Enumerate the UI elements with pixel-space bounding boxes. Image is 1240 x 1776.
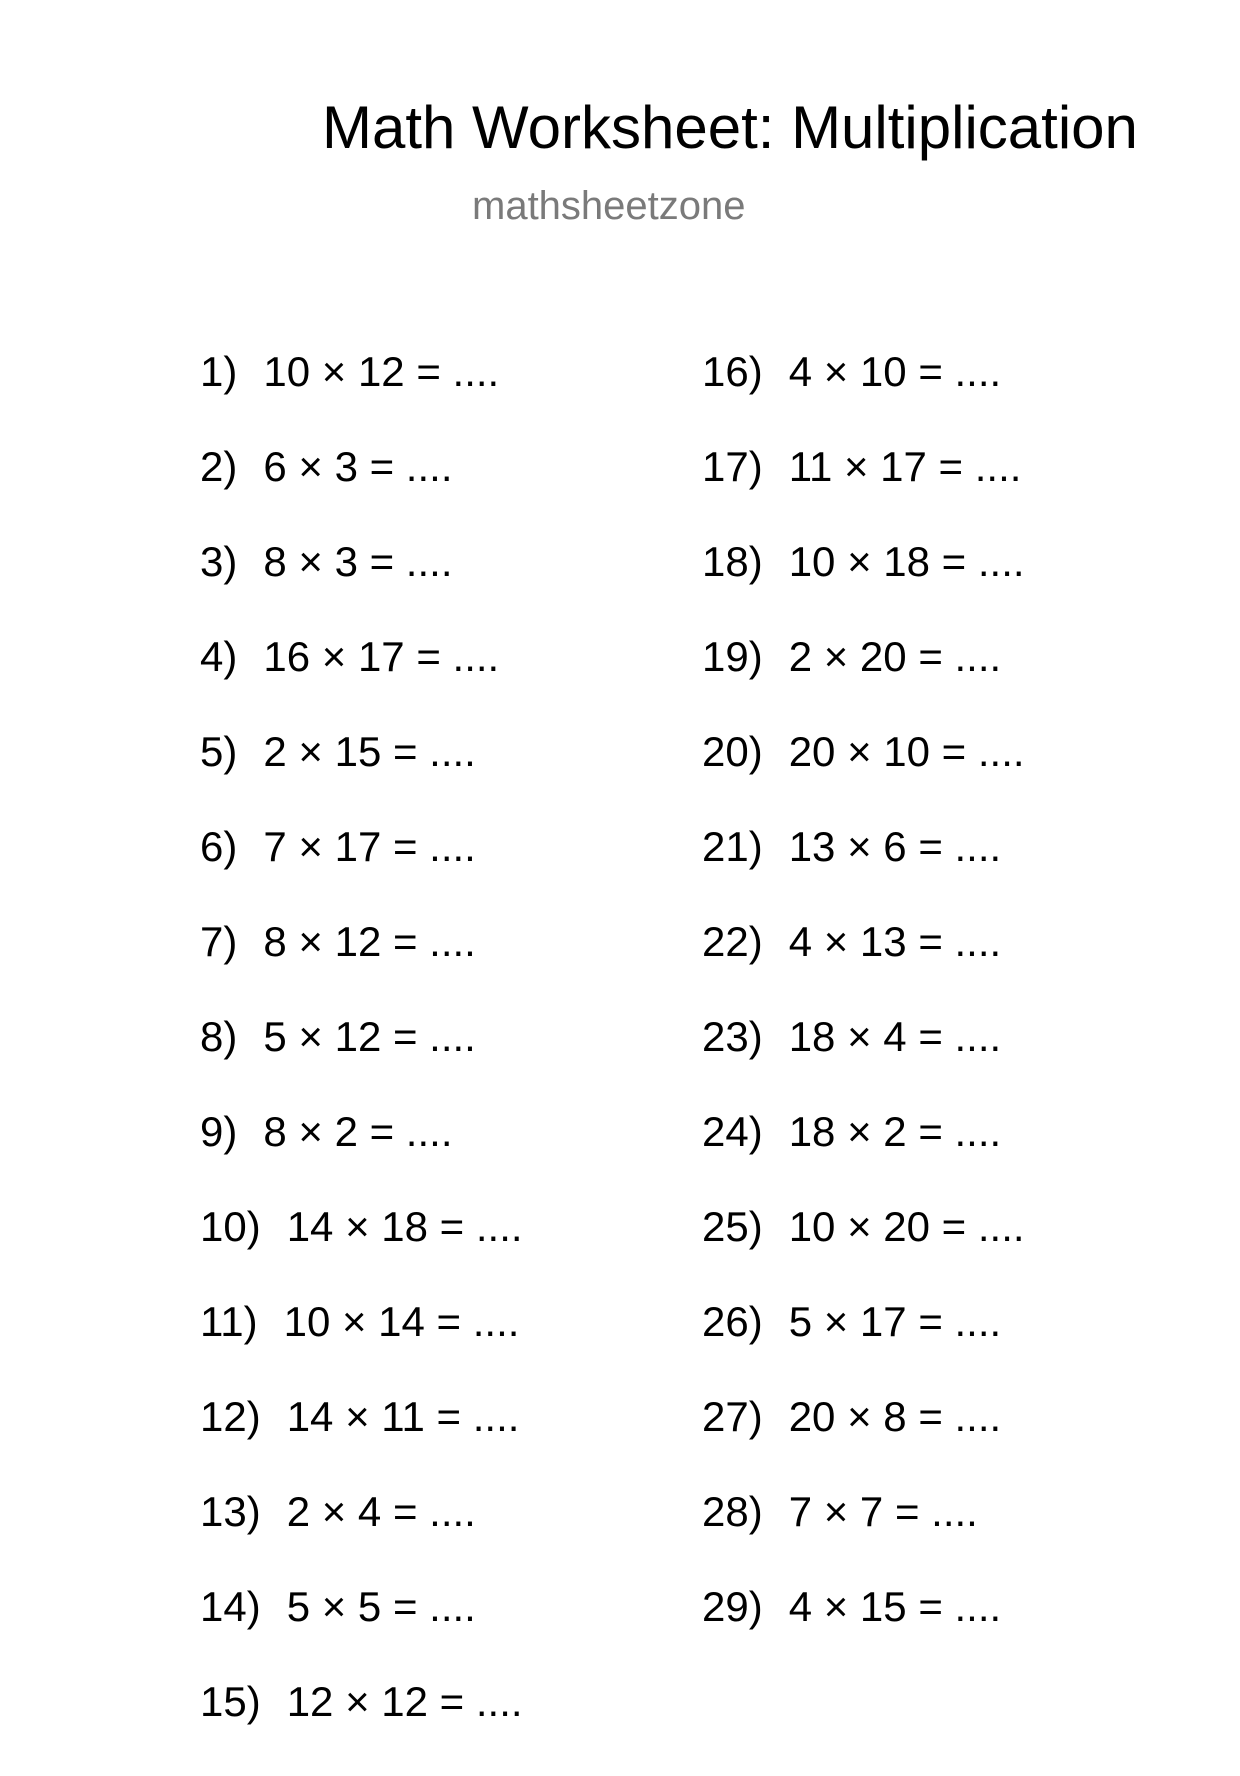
- problem-item: [200, 728, 523, 826]
- problem-expression: 4 × 10 = ....: [788, 348, 1002, 395]
- problem-item: [200, 823, 523, 921]
- problem-number: 4): [200, 633, 238, 680]
- problem-expression: 6 × 3 = ....: [263, 443, 453, 490]
- problem-item: [200, 1203, 523, 1301]
- site-name: mathsheetzone: [472, 184, 746, 228]
- problem-column-left: [200, 348, 523, 1776]
- problem-number: 22): [702, 918, 763, 965]
- problem-item: [200, 633, 523, 731]
- problem-number: 5): [200, 728, 238, 775]
- problem-expression: 18 × 2 = ....: [788, 1108, 1002, 1155]
- page-title: Math Worksheet: Multiplication: [322, 94, 1138, 161]
- problem-expression: 11 × 17 = ....: [788, 443, 1022, 490]
- problem-item: [702, 1108, 1025, 1206]
- problem-item: [200, 1583, 523, 1681]
- problem-expression: 4 × 15 = ....: [788, 1583, 1002, 1630]
- problem-expression: 12 × 12 = ....: [286, 1678, 523, 1725]
- problem-item: [702, 633, 1025, 731]
- problem-number: 12): [200, 1393, 261, 1440]
- problem-expression: 18 × 4 = ....: [788, 1013, 1002, 1060]
- problem-expression: 2 × 20 = ....: [788, 633, 1002, 680]
- problem-expression: 5 × 17 = ....: [788, 1298, 1002, 1345]
- problem-item: [702, 443, 1025, 541]
- problem-expression: 2 × 4 = ....: [286, 1488, 476, 1535]
- problem-expression: 2 × 15 = ....: [263, 728, 476, 775]
- problem-number: 17): [702, 443, 763, 490]
- problem-number: 9): [200, 1108, 238, 1155]
- problem-number: 27): [702, 1393, 763, 1440]
- problem-expression: 10 × 18 = ....: [788, 538, 1025, 585]
- problem-item: [702, 348, 1025, 446]
- problem-expression: 7 × 7 = ....: [788, 1488, 978, 1535]
- problem-expression: 10 × 12 = ....: [263, 348, 500, 395]
- problem-item: [200, 1678, 523, 1776]
- problem-item: [200, 1108, 523, 1206]
- problem-number: 13): [200, 1488, 261, 1535]
- problem-number: 15): [200, 1678, 261, 1725]
- problem-item: [200, 443, 523, 541]
- problem-item: [200, 1488, 523, 1586]
- problem-item: [702, 823, 1025, 921]
- problem-item: [200, 1393, 523, 1491]
- problem-number: 26): [702, 1298, 763, 1345]
- problem-expression: 14 × 11 = ....: [286, 1393, 520, 1440]
- problem-item: [702, 728, 1025, 826]
- problem-number: 29): [702, 1583, 763, 1630]
- problem-number: 24): [702, 1108, 763, 1155]
- problem-expression: 5 × 12 = ....: [263, 1013, 476, 1060]
- problem-number: 7): [200, 918, 238, 965]
- problem-number: 8): [200, 1013, 238, 1060]
- problem-item: [702, 1583, 1025, 1681]
- problem-item: [702, 918, 1025, 1016]
- problem-number: 14): [200, 1583, 261, 1630]
- problem-expression: 7 × 17 = ....: [263, 823, 476, 870]
- problem-number: 3): [200, 538, 238, 585]
- problem-number: 25): [702, 1203, 763, 1250]
- problem-number: 28): [702, 1488, 763, 1535]
- problem-number: 23): [702, 1013, 763, 1060]
- problem-expression: 20 × 8 = ....: [788, 1393, 1002, 1440]
- problem-item: [702, 1393, 1025, 1491]
- problem-item: [200, 918, 523, 1016]
- problem-number: 18): [702, 538, 763, 585]
- problem-item: [200, 538, 523, 636]
- problem-number: 11): [200, 1298, 258, 1345]
- problem-expression: 8 × 2 = ....: [263, 1108, 453, 1155]
- problem-item: [200, 348, 523, 446]
- problem-column-right: [702, 348, 1025, 1681]
- problem-expression: 20 × 10 = ....: [788, 728, 1025, 775]
- problem-expression: 4 × 13 = ....: [788, 918, 1002, 965]
- problem-expression: 5 × 5 = ....: [286, 1583, 476, 1630]
- problem-number: 1): [200, 348, 238, 395]
- problem-expression: 16 × 17 = ....: [263, 633, 500, 680]
- problem-number: 16): [702, 348, 763, 395]
- problem-number: 6): [200, 823, 238, 870]
- problem-expression: 8 × 12 = ....: [263, 918, 476, 965]
- problem-number: 10): [200, 1203, 261, 1250]
- problem-number: 2): [200, 443, 238, 490]
- problem-item: [702, 1013, 1025, 1111]
- problem-expression: 13 × 6 = ....: [788, 823, 1002, 870]
- problem-number: 20): [702, 728, 763, 775]
- problem-item: [200, 1298, 523, 1396]
- problem-item: [702, 1488, 1025, 1586]
- problem-item: [200, 1013, 523, 1111]
- problem-expression: 10 × 14 = ....: [283, 1298, 520, 1345]
- problem-expression: 14 × 18 = ....: [286, 1203, 523, 1250]
- problem-item: [702, 1203, 1025, 1301]
- problem-item: [702, 1298, 1025, 1396]
- problem-item: [702, 538, 1025, 636]
- problem-expression: 10 × 20 = ....: [788, 1203, 1025, 1250]
- problem-expression: 8 × 3 = ....: [263, 538, 453, 585]
- problem-number: 19): [702, 633, 763, 680]
- problem-number: 21): [702, 823, 763, 870]
